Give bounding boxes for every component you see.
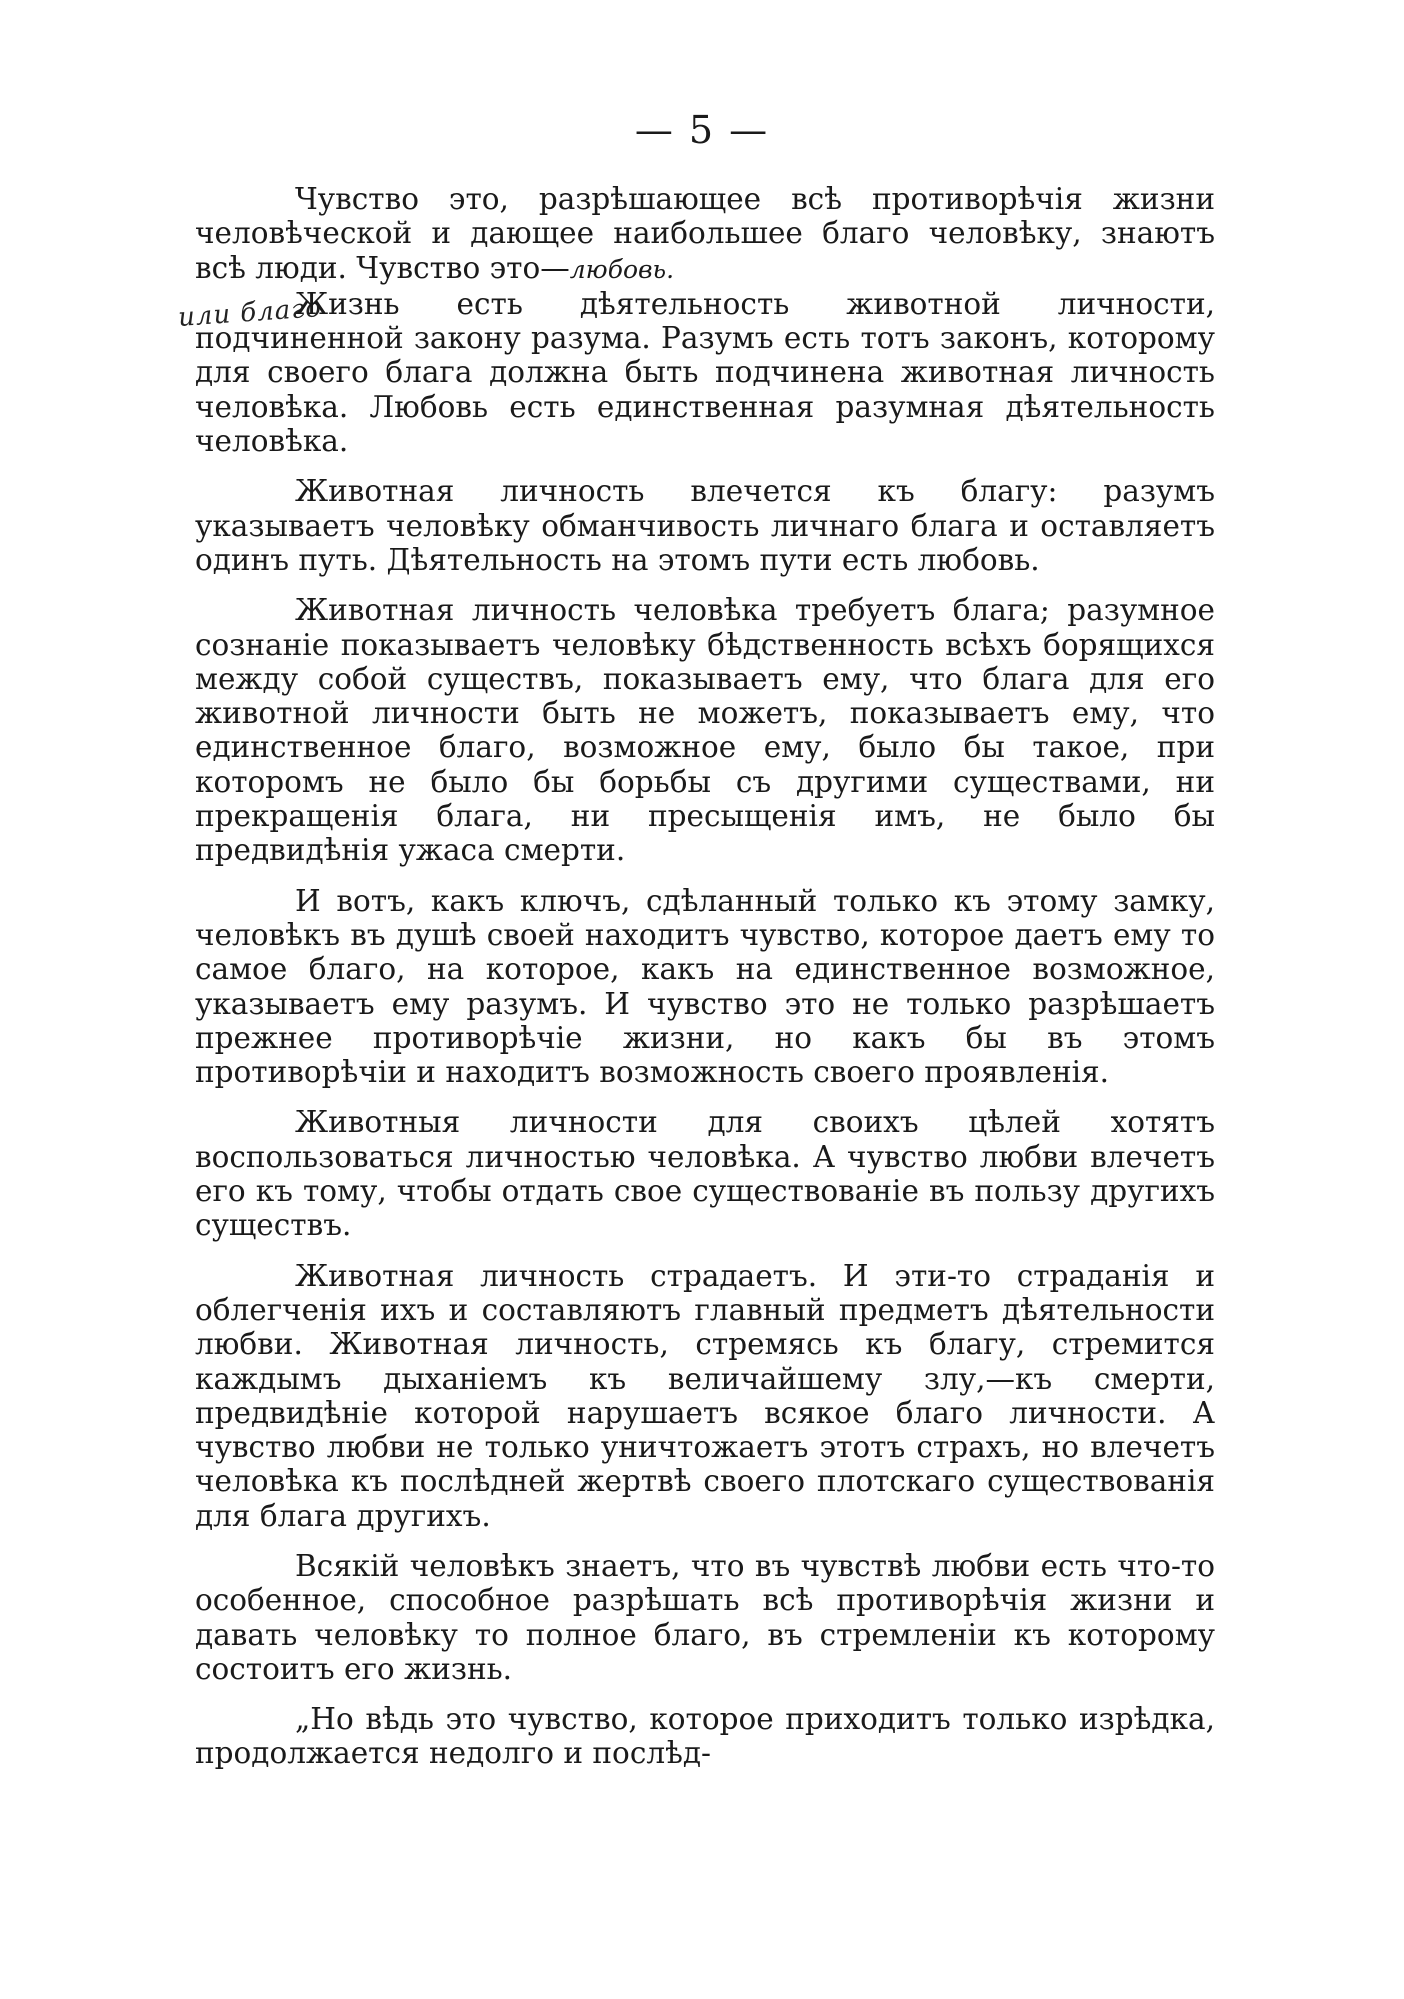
paragraph-3: Животная личность влечется къ благу: разумъ указываетъ человѣку обманчивость личнаго блага и оставляетъ одинъ путь. Дѣятельность на этомъ пути есть любовь. <box>195 474 1215 577</box>
paragraph-7: Животная личность страдаетъ. И эти-то страданія и облегченія ихъ и составляютъ главный предметъ дѣятельности любви. Животная личность, стремясь къ благу, стремится каждымъ дыханіемъ къ величайшему злу,—къ смерти, предвидѣніе которой нарушаетъ всякое благо личности. А чувство любви не только уничтожаетъ этотъ страхъ, но влечетъ человѣка къ послѣдней жертвѣ своего плотскаго существованія для блага другихъ. <box>195 1258 1215 1533</box>
paragraph-2: Жизнь есть дѣятельность животной личности, подчиненной закону разума. Разумъ есть тотъ законъ, которому для своего блага должна быть подчинена животная личность человѣка. Любовь есть единственная разумная дѣятельность человѣка. <box>195 286 1215 459</box>
emphasis-love: любовь. <box>569 254 675 284</box>
page-number: — 5 — <box>634 108 770 152</box>
paragraph-5: И вотъ, какъ ключъ, сдѣланный только къ этому замку, человѣкъ въ душѣ своей находитъ чувство, которое даетъ ему то самое благо, на которое, какъ на единственное возможное, указываетъ ему разумъ. И чувство это не только разрѣшаетъ прежнее противорѣчіе жизни, но какъ бы въ этомъ противорѣчіи и находитъ возможность своего проявленія. <box>195 883 1215 1090</box>
paragraph-1 <box>195 182 1215 287</box>
paragraph-6: Животныя личности для своихъ цѣлей хотятъ воспользоваться личностью человѣка. А чувство любви влечетъ его къ тому, чтобы отдать свое существованіе въ пользу другихъ существъ. <box>195 1105 1215 1243</box>
paragraph-1-text: Чувство это, разрѣшающее всѣ противорѣчія жизни человѣческой и дающее наибольшее благо человѣку, знаютъ всѣ люди. Чувство это— <box>195 182 1215 285</box>
paragraph-8: Всякій человѣкъ знаетъ, что въ чувствѣ любви есть что-то особенное, способное разрѣшать всѣ противорѣчія жизни и давать человѣку то полное благо, въ стремленіи къ которому состоитъ его жизнь. <box>195 1548 1215 1686</box>
paragraph-9: „Но вѣдь это чувство, которое приходитъ только изрѣдка, продолжается недолго и послѣд- <box>195 1702 1215 1771</box>
page-body <box>195 182 1215 1771</box>
handwritten-annotation: или благо <box>177 293 323 333</box>
paragraph-4: Животная личность человѣка требуетъ блага; разумное сознаніе показываетъ человѣку бѣдственность всѣхъ борящихся между собой существъ, показываетъ ему, что блага для его животной личности быть не можетъ, показываетъ ему, что единственное благо, возможное ему, было бы такое, при которомъ не было бы борьбы съ другими существами, ни прекращенія блага, ни пресыщенія имъ, не было бы предвидѣнія ужаса смерти. <box>195 593 1215 868</box>
